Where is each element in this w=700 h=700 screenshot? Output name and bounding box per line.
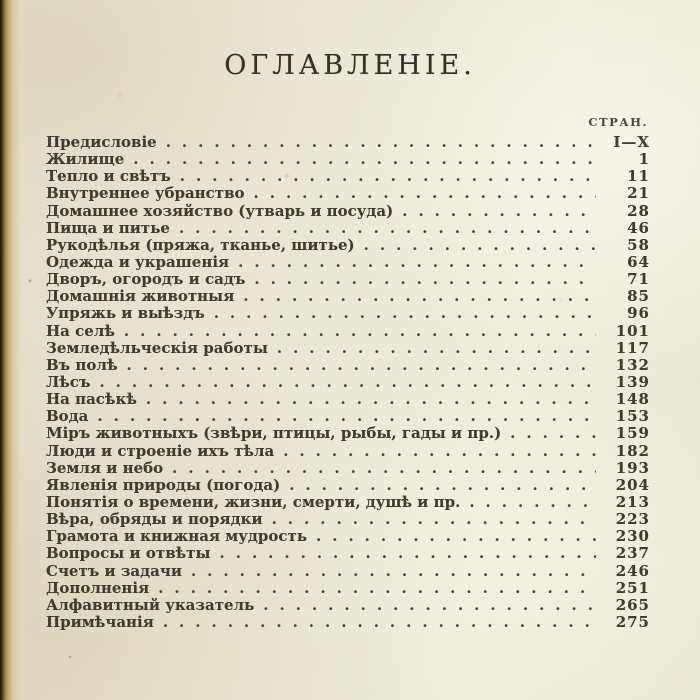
toc-entry-label: Грамота и книжная мудрость xyxy=(46,527,307,546)
toc-entry-page: 213 xyxy=(615,492,650,511)
toc-row xyxy=(46,596,650,613)
page-title: ОГЛАВЛЕНІЕ. xyxy=(224,50,476,81)
toc-row xyxy=(46,184,650,201)
toc-entry-label: Счетъ и задачи xyxy=(46,561,182,580)
toc-row xyxy=(46,476,650,493)
toc-entry-label: Примѣчанія xyxy=(46,612,154,631)
toc-row xyxy=(46,442,650,459)
toc-entry-page: 230 xyxy=(615,527,650,546)
toc-entry-page: I—X xyxy=(613,133,650,151)
dot-leader xyxy=(263,596,596,614)
toc-entry-page: 148 xyxy=(615,390,650,409)
toc-entry-page: 11 xyxy=(627,167,650,186)
toc-entry-label: Дополненія xyxy=(46,578,150,597)
toc-entry-label: Упряжь и выѣздъ xyxy=(46,304,205,323)
toc-entry-label: Вопросы и отвѣты xyxy=(46,544,211,563)
toc-entry-page: 58 xyxy=(627,235,650,254)
toc-row xyxy=(46,373,650,390)
toc-row xyxy=(46,287,650,304)
toc-row xyxy=(46,322,650,339)
toc-row xyxy=(46,527,650,544)
toc-entry-label: На селѣ xyxy=(46,321,115,340)
toc-row xyxy=(46,579,650,596)
toc-entry-label: Одежда и украшенія xyxy=(46,252,230,271)
toc-row xyxy=(46,493,650,510)
dot-leader xyxy=(214,304,596,322)
dot-leader xyxy=(254,270,596,288)
toc-entry-page: 153 xyxy=(615,407,650,426)
toc-entry-page: 64 xyxy=(627,252,650,271)
toc-entry-page: 223 xyxy=(615,510,650,529)
toc-entry-page: 265 xyxy=(615,595,650,614)
toc-entry-page: 132 xyxy=(615,355,650,374)
dot-leader xyxy=(277,339,596,357)
toc-row xyxy=(46,613,650,630)
toc-row xyxy=(46,562,650,579)
dot-leader xyxy=(99,373,596,391)
dot-leader xyxy=(364,236,596,254)
toc-entry-label: Земля и небо xyxy=(46,458,164,477)
dot-leader xyxy=(283,442,596,460)
dot-leader xyxy=(220,544,597,562)
toc-row xyxy=(46,304,650,321)
toc-entry-page: 46 xyxy=(627,218,650,237)
toc-row xyxy=(46,510,650,527)
toc-row xyxy=(46,339,650,356)
toc-entry-label: Внутреннее убранство xyxy=(46,184,245,203)
toc-entry-page: 182 xyxy=(615,441,650,460)
toc-entry-page: 21 xyxy=(627,184,650,203)
dot-leader xyxy=(124,322,596,340)
toc-row xyxy=(46,219,650,236)
dot-leader xyxy=(316,527,596,545)
toc-entry-label: Алфавитный указатель xyxy=(46,595,255,614)
toc-entry-label: Пища и питье xyxy=(46,218,170,237)
dot-leader xyxy=(510,424,596,442)
toc-row xyxy=(46,202,650,219)
dot-leader xyxy=(163,613,596,631)
dot-leader xyxy=(272,510,596,528)
toc-entry-page: 159 xyxy=(615,424,650,443)
toc-entry-label: Вѣра, обряды и порядки xyxy=(46,510,263,529)
toc-entry-label: Дворъ, огородъ и садъ xyxy=(46,270,246,289)
toc-entry-page: 275 xyxy=(615,612,650,631)
toc-entry-label: Жилище xyxy=(46,150,125,169)
toc-entry-page: 237 xyxy=(615,544,650,563)
toc-entry-label: Домашнее хозяйство (утварь и посуда) xyxy=(46,201,394,220)
toc-row xyxy=(46,270,650,287)
toc-row xyxy=(46,407,650,424)
book-binding-edge xyxy=(0,0,22,700)
dot-leader xyxy=(254,184,596,202)
toc-entry-label: Рукодѣлья (пряжа, тканье, шитье) xyxy=(46,235,355,254)
toc-row xyxy=(46,356,650,373)
toc-entry-label: Люди и строеніе ихъ тѣла xyxy=(46,441,275,460)
dot-leader xyxy=(469,493,596,511)
dot-leader xyxy=(97,407,596,425)
dot-leader xyxy=(133,150,596,168)
toc-entry-page: 204 xyxy=(615,475,650,494)
toc-entry-label: Міръ животныхъ (звѣри, птицы, рыбы, гады и пр.) xyxy=(46,424,502,443)
toc-entry-page: 96 xyxy=(627,304,650,323)
toc-entry-label: Предисловіе xyxy=(46,133,157,151)
toc-entry-label: Въ полѣ xyxy=(46,355,118,374)
toc-row xyxy=(46,167,650,184)
toc-entry-page: 101 xyxy=(615,321,650,340)
toc-content xyxy=(46,115,650,630)
toc-entry-label: Тепло и свѣтъ xyxy=(46,167,171,186)
dot-leader xyxy=(158,579,596,597)
toc-entry-label: Понятія о времени, жизни, смерти, душѣ и пр. xyxy=(46,492,461,511)
toc-row xyxy=(46,253,650,270)
toc-row xyxy=(46,459,650,476)
dot-leader xyxy=(179,219,596,237)
toc-entry-label: Домашнія животныя xyxy=(46,287,235,306)
toc-entry-page: 139 xyxy=(615,372,650,391)
toc-entry-label: На пасѣкѣ xyxy=(46,390,137,409)
toc-entry-page: 193 xyxy=(615,458,650,477)
toc-entry-page: 28 xyxy=(627,201,650,220)
dot-leader xyxy=(180,167,596,185)
toc-entry-label: Вода xyxy=(46,407,89,426)
toc-entry-page: 85 xyxy=(627,287,650,306)
toc-entry-page: 246 xyxy=(615,561,650,580)
toc-entry-page: 71 xyxy=(627,270,650,289)
toc-entry-label: Явленія природы (погода) xyxy=(46,475,281,494)
toc-row xyxy=(46,390,650,407)
toc-row xyxy=(46,544,650,561)
toc-list xyxy=(46,133,650,630)
dot-leader xyxy=(172,459,596,477)
toc-entry-label: Земледѣльческія работы xyxy=(46,338,268,357)
dot-leader xyxy=(127,356,596,374)
dot-leader xyxy=(243,287,596,305)
dot-leader xyxy=(402,202,596,220)
dot-leader xyxy=(191,562,596,580)
toc-row xyxy=(46,150,650,167)
dot-leader xyxy=(289,476,596,494)
toc-entry-page: 1 xyxy=(638,150,650,169)
toc-row xyxy=(46,236,650,253)
page-column-header: СТРАН. xyxy=(588,115,648,129)
toc-row xyxy=(46,133,650,150)
dot-leader xyxy=(238,253,596,271)
toc-entry-label: Лѣсъ xyxy=(46,372,91,391)
dot-leader xyxy=(166,133,596,151)
toc-row xyxy=(46,424,650,441)
dot-leader xyxy=(146,390,596,408)
toc-entry-page: 117 xyxy=(615,338,650,357)
toc-entry-page: 251 xyxy=(615,578,650,597)
